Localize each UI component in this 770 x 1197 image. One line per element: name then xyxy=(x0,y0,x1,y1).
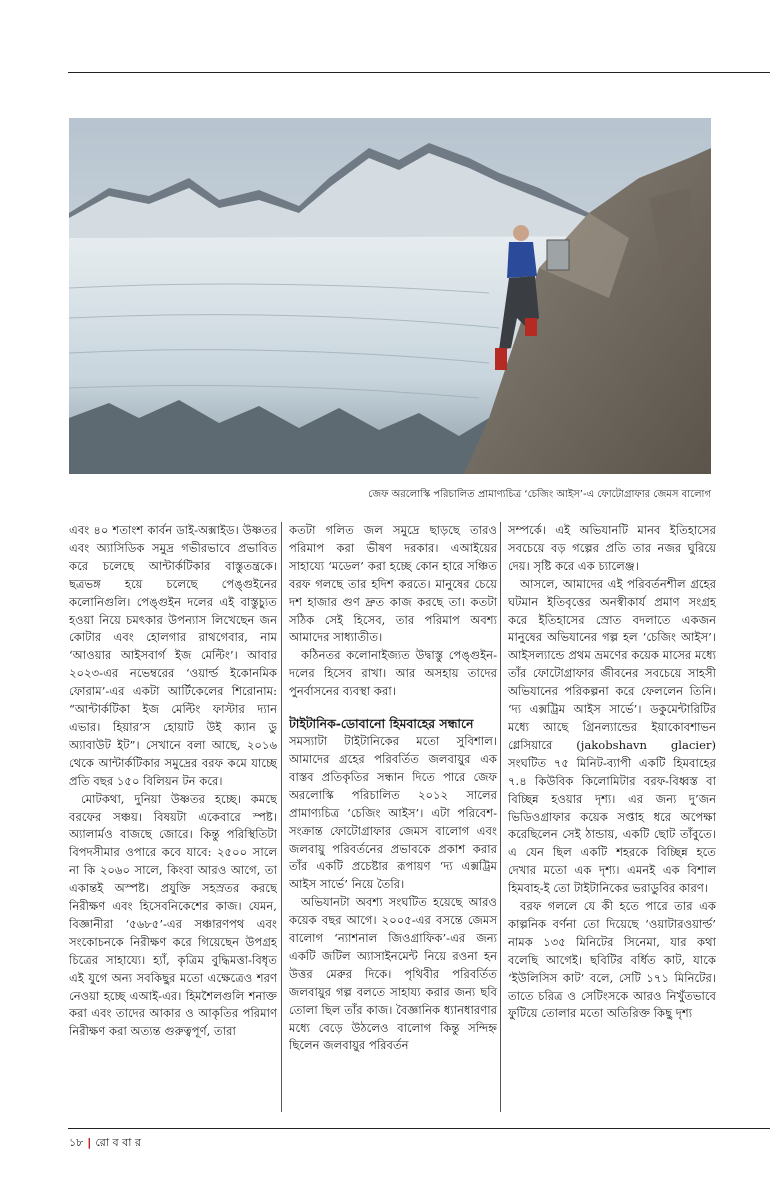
page-footer xyxy=(69,1134,141,1153)
paragraph: মোটকথা, দুনিয়া উষ্ণতর হচ্ছে। কমছে বরফের সঞ্চয়। বিষয়টা একেবারে স্পষ্ট। অ্যালার্মও বাজছে জোরে। কিন্তু পরিস্থিতিটা বিপদসীমার ওপারে কবে যাবে: ২৫০০ সালে না কি ২০৬০ সালে, কিংবা আরও আগে, তা একান্তই অস্পষ্ট। প্রযুক্তি সহস্রতর করছে নিরীক্ষণ এবং হিসেবনিকেশের কাজ। যেমন, বিজ্ঞানীরা ‘৫৬৮৫’-এর সঞ্চারণপথ এবং সংকোচনকে নিরীক্ষণ করে গিয়েছেন উপগ্রহ চিত্রের সাহায্যে। হ্যাঁ, কৃত্রিম বুদ্ধিমত্তা-বিধৃত এই যুগে অন্য সবকিছুর মতো এক্ষেত্রেও শরণ নেওয়া হচ্ছে এআই-এর। হিমশৈলগুলি শনাক্ত করা এবং তাদের আকার ও আকৃতির পরিমাণ নিরীক্ষণ করা অত্যন্ত গুরুত্বপূর্ণ, তারা xyxy=(69,791,277,1039)
bottom-rule xyxy=(68,1128,770,1129)
paragraph: কতটা গলিত জল সমুদ্রে ছাড়ছে তারও পরিমাপ করা ভীষণ দরকার। এআইয়ের সাহায্যে ‘মডেল’ করা হচ্ছে কোন হারে সঞ্চিত বরফ গলছে তার হদিশ করতে। মানুষের চেয়ে দশ হাজার গুণ দ্রুত কাজ করছে তা। কতটা সঠিক সেই হিসেব, তার পরিমাপ অবশ্য আমাদের সাধ্যাতীত। xyxy=(289,523,497,645)
page-number: ১৮ xyxy=(69,1136,84,1149)
section-subheading: টাইটানিক-ডোবানো হিমবাহের সন্ধানে xyxy=(289,716,474,732)
article-column-3 xyxy=(508,522,716,1112)
glacier-photo-illustration xyxy=(69,118,711,474)
photo-caption: জেফ অরলোস্কি পরিচালিত প্রামাণ্যচিত্র ‘চেজিং আইস’-এ ফোটোগ্রাফার জেমস বালোগ xyxy=(368,489,711,500)
paragraph: বরফ গললে যে কী হতে পারে তার এক কাল্পনিক বর্ণনা তো দিয়েছে ‘ওয়াটারওয়ার্ল্ড’ নামক ১৩৫ মিনিটের সিনেমা, যার কথা বলেছি আগেই। ছবিটির বর্ধিত কাট, যাকে ‘ইউলিসিস কাট’ বলে, সেটি ১৭১ মিনিটের। তাতে চরিত্র ও সেটিংসকে আরও নিখুঁতভাবে ফুটিয়ে তোলার মতো অতিরিক্ত কিছু দৃশ্য xyxy=(508,899,716,1021)
column-divider xyxy=(500,522,501,1112)
glacier-photograph xyxy=(69,118,711,474)
paragraph: অভিযানটা অবশ্য সংঘটিত হয়েছে আরও কয়েক বছর আগে। ২০০৫-এর বসন্তে জেমস বালোগ ‘ন্যাশনাল জিওগ্রাফিক’-এর জন্য একটি জটিল অ্যাসাইনমেন্ট নিয়ে রওনা হন উত্তর মেরুর দিকে। পৃথিবীর পরিবর্তিত জলবায়ুর গল্প বলতে সাহায্য করার জন্য ছবি তোলা ছিল তাঁর কাজ। বৈজ্ঞানিক ধ্যানধারণার মধ্যে বেড়ে উঠলেও বালোগ কিন্তু সন্দিহ্ন ছিলেন জলবায়ুর পরিবর্তন xyxy=(289,895,497,1053)
paragraph: সম্পর্কে। এই অভিযানটি মানব ইতিহাসের সবচেয়ে বড় গল্পের প্রতি তার নজর ঘুরিয়ে দেয়। সৃষ্টি করে এক চ্যালেঞ্জ। xyxy=(508,523,716,573)
paragraph: সমস্যাটা টাইটানিকের মতো সুবিশাল। আমাদের গ্রহের পরিবর্তিত জলবায়ুর এক বাস্তব প্রতিকৃতির সন্ধান দিতে পারে জেফ অরলোস্কি পরিচালিত ২০১২ সালের প্রামাণ্যচিত্র ‘চেজিং আইস’। এটা পরিবেশ-সংক্রান্ত ফোটোগ্রাফার জেমস বালোগ এবং জলবায়ু পরিবর্তনের প্রভাবকে প্রকাশ করার তাঁর একটি প্রচেষ্টার রূপায়ণ ‘দ্য এক্সট্রিম আইস সার্ভে’ নিয়ে তৈরি। xyxy=(289,734,497,892)
column-divider xyxy=(281,522,282,1112)
paragraph: কঠিনতর কলোনাইজ্যত উদ্বাস্তু পেঙ্গুইন-দলের হিসেব রাখা। আর অসহায় তাদের পুনর্বাসনের ব্যবস্থা করা। xyxy=(289,648,497,699)
publication-name: রো ব বা র xyxy=(95,1136,141,1149)
paragraph: এবং ৪০ শতাংশ কার্বন ডাই-অক্সাইড। উষ্ণতর এবং অ্যাসিডিক সমুদ্র গভীরভাবে প্রভাবিত করে চলেছে আন্টার্কটিকার বাস্তুতন্ত্রকে। ছত্রভঙ্গ হয়ে চলেছে পেঙ্গুইনের কলোনিগুলি। পেঙ্গুইন দলের এই বাস্তুচ্যুত হওয়া নিয়ে চমৎকার উপন্যাস লিখেছেন জন কোটার এবং হোলগার রাথগেবার, নাম ‘আওয়ার আইসবার্গ ইজ মেল্টিং’। আবার ২০২৩-এর নভেম্বরের ‘ওয়ার্ল্ড ইকোনমিক ফোরাম’-এর একটা আর্টিকেলের শিরোনাম: “আন্টার্কটিকা ইজ মেল্টিং ফাস্টার দ্যান এভার। হিয়ার’স হোয়াট উই ক্যান ডু অ্যাবাউট ইট”। সেখানে বলা আছে, ২০১৬ থেকে আন্টার্কটিকার সমুদ্রের বরফ কমে যাচ্ছে প্রতি বছর ১৫০ বিলিয়ন টন করে। xyxy=(69,523,277,788)
paragraph: আসলে, আমাদের এই পরিবর্তনশীল গ্রহের ঘটমান ইতিবৃত্তের অনস্বীকার্য প্রমাণ সংগ্রহ করে ইতিহাসের স্রোত বদলাতে একজন মানুষের অভিযানের গল্প হল ‘চেজিং আইস’। আইসল্যান্ডে প্রথম ভ্রমণের কয়েক মাসের মধ্যে তাঁর ফোটোগ্রাফার জীবনের সবচেয়ে সাহসী অভিযানের পরিকল্পনা করে ফেললেন তিনি। ‘দ্য এক্সট্রিম আইস সার্ভে’। ডকুমেন্টারিটির মধ্যে আছে গ্রিনল্যান্ডের ইয়াকোবশাভন গ্লেসিয়ারে (jakobshavn glacier) সংঘটিত ৭৫ মিনিট-ব্যাপী একটি হিমবাহের ৭.৪ কিউবিক কিলোমিটার বরফ-বিধ্বস্ত বা বিচ্ছিন্ন হওয়ার দৃশ্য। এর জন্য দু’জন ভিডিওগ্রাফার কয়েক সপ্তাহ ধরে অপেক্ষা করেছিলেন সেই ঠান্ডায়, একটি ছোট তাঁবুতে। এ যেন ছিল একটি শহরকে বিচ্ছিন্ন হতে দেখার মতো এক দৃশ্য। এমনই এক বিশাল হিমবাহ-ই তো টাইটানিকের ভরাডুবির কারণ। xyxy=(508,576,716,896)
top-rule xyxy=(68,72,770,73)
footer-separator: | xyxy=(87,1136,92,1149)
article-column-2 xyxy=(289,522,497,1112)
article-column-1 xyxy=(69,522,277,1112)
